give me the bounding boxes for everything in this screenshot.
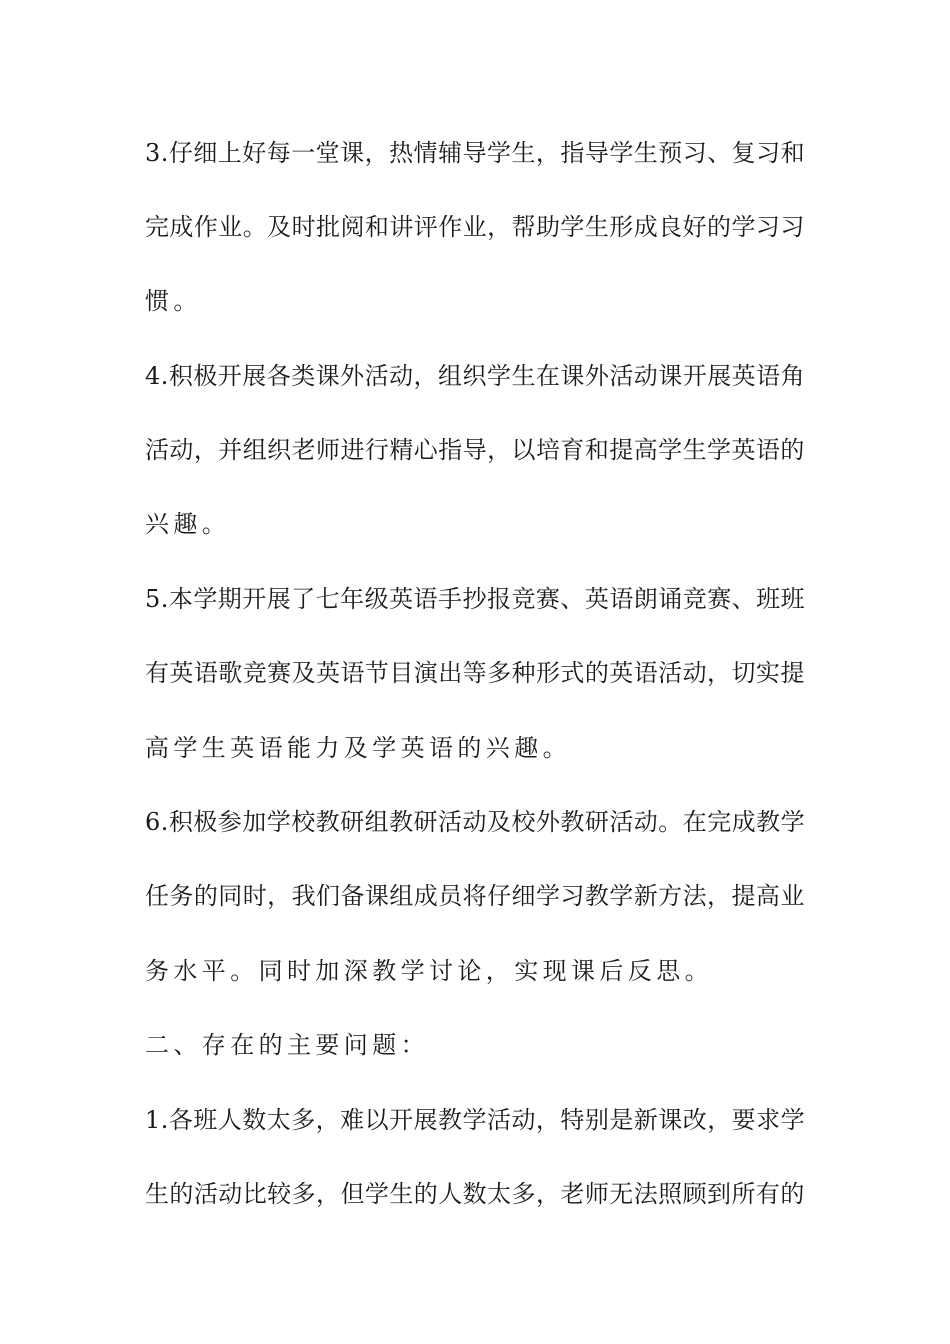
item-3-line-3: 惯。 xyxy=(145,287,202,315)
item-3-line-1: 3.仔细上好每一堂课，热情辅导学生，指导学生预习、复习和 xyxy=(145,139,806,167)
problem-1-line-2: 生的活动比较多，但学生的人数太多，老师无法照顾到所有的 xyxy=(145,1180,805,1208)
item-5-line-1: 5.本学期开展了七年级英语手抄报竞赛、英语朗诵竞赛、班班 xyxy=(145,585,806,613)
item-6-line-2: 任务的同时，我们备课组成员将仔细学习教学新方法，提高业 xyxy=(145,882,805,910)
item-4-line-2: 活动，并组织老师进行精心指导，以培育和提高学生学英语的 xyxy=(145,436,805,464)
item-5-line-3: 高学生英语能力及学英语的兴趣。 xyxy=(145,734,571,762)
item-4-line-1: 4.积极开展各类课外活动，组织学生在课外活动课开展英语角 xyxy=(145,362,806,390)
item-5-line-2: 有英语歌竞赛及英语节目演出等多种形式的英语活动，切实提 xyxy=(145,659,805,687)
item-4-line-3: 兴趣。 xyxy=(145,510,231,538)
problem-1-line-1: 1.各班人数太多，难以开展教学活动，特别是新课改，要求学 xyxy=(145,1106,806,1134)
section-heading-problems: 二、存在的主要问题： xyxy=(145,1031,429,1059)
item-6-line-1: 6.积极参加学校教研组教研活动及校外教研活动。在完成教学 xyxy=(145,808,806,836)
item-3-line-2: 完成作业。及时批阅和讲评作业，帮助学生形成良好的学习习 xyxy=(145,213,805,241)
item-6-line-3: 务水平。同时加深教学讨论，实现课后反思。 xyxy=(145,957,713,985)
